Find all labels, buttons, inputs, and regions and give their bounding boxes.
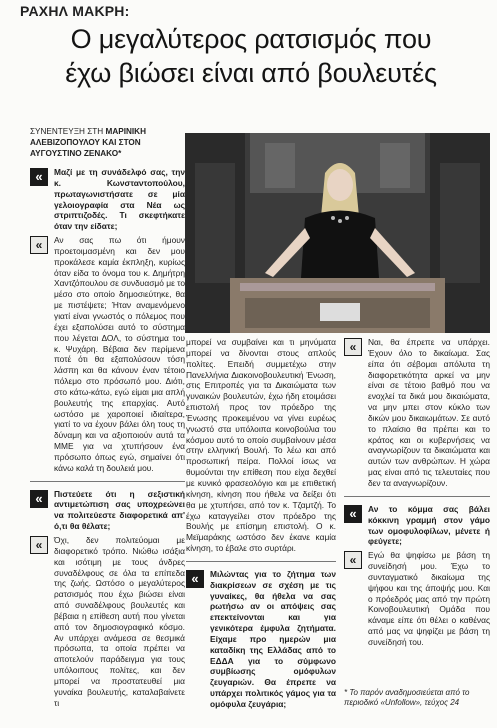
answer-4-text: Εγώ θα ψηφίσω με βάση τη συνείδησή μου. Έχω το συνταγματικό δικαίωμα της ψήφου και της άποψής μου. Και ο πρόεδρός μας από την πρώτη Κοινοβουλευτική Ομάδα που κάναμε είπε ότι θέλει ο καθένας από μας να ψηφίζει με βάση τη συνείδησή του. xyxy=(368,550,490,647)
byline-prefix: ΣΥΝΕΝΤΕΥΞΗ ΣΤΗ xyxy=(30,127,104,136)
answer-2 xyxy=(30,535,185,709)
answer-2-continued: μπορεί να συμβαίνει και τι μηνύματα μπορεί να δίνονται στους απλούς πολίτες. Επειδή συμμετέχω στην Πανελλήνια Διακοινοβουλευτική Ένωση, στις Επιτροπές για τα Δικαιώματα των γυναικών βουλευτών, έχω ήδη ετοιμάσει επιστολή προς τον πρόεδρο της Ένωσης προκειμένου να γίνει ευρέως γνωστό στα υπόλοιπα κοινοβούλια του κόσμου αυτό το οποίο συμβαίνουν μέσα στην ελληνική Βουλή. Το λέω και από προσωπική πείρα. Πολλοί ίσως να θυμούνται την επίθεση που είχα δεχθεί με κυνικό φρασεολόγιο και με επιθετική κίνηση, κίνηση που ήθελε να δείξει ότι θα με χτυπήσει, από τον κ. Τζαμτζή. Το έχω καταγγείλει στον πρόεδρο της Βουλής με επίσημη επιστολή. Ο κ. Μεϊμαράκης ωστόσο δεν έκανε καμία κίνηση, το έβαλε στο συρτάρι. xyxy=(186,337,336,554)
headline-line-1: Ο μεγαλύτερος ρατσισμός που xyxy=(70,24,432,54)
column-1 xyxy=(30,167,185,709)
quote-mark-icon: « xyxy=(30,490,48,508)
question-1-text: Μαζί με τη συνάδελφό σας, την κ. Κωνσταντοπούλου, πρωταγωνιστήσατε σε μία γελοιογραφία στα Νέα ως στριπτιζοδές. Τι σκεφτήκατε όταν την είδατε; xyxy=(54,167,185,232)
question-3 xyxy=(186,569,336,710)
answer-mark-icon: « xyxy=(344,551,362,569)
answer-4 xyxy=(344,550,490,648)
quote-mark-icon: « xyxy=(344,505,362,523)
question-1 xyxy=(30,167,185,232)
headline-line-2: έχω βιώσει είναι από βουλευτές xyxy=(65,58,437,88)
question-2 xyxy=(30,489,185,532)
divider xyxy=(30,481,185,482)
question-2-text: Πιστεύετε ότι η σεξιστική αντιμετώπιση σας υποχρεώνει να πολιτεύεστε διαφορετικά απ' ό,τι θα θέλατε; xyxy=(54,488,185,532)
answer-mark-icon: « xyxy=(344,338,362,356)
question-3-text: Μιλώντας για το ζήτημα των διακρίσεων σε σχέση με τις γυναίκες, θα ήθελα να σας ρωτήσω αν οι απόψεις σας επεκτείνονται και για γενικότερα έμφυλα ζητήματα. Είχαμε προ ημερών μια καταδίκη της Ελλάδας από το ΕΔΔΑ για το σύμφωνο συμβίωσης ομόφυλων ζευγαριών. Θα έπρεπε να υπάρχει πολιτικός γάμος για τα ομόφυλα ζευγάρια; xyxy=(210,568,336,709)
byline-line-2: ΑΛΕΒΙΖΟΠΟΥΛΟΥ ΚΑΙ ΣΤΟΝ xyxy=(30,138,141,147)
divider xyxy=(344,496,490,497)
parliament-photo xyxy=(185,133,490,333)
headline xyxy=(16,22,486,90)
quote-mark-icon: « xyxy=(30,168,48,186)
answer-3 xyxy=(344,337,490,489)
photo-illustration xyxy=(185,133,490,333)
byline xyxy=(30,126,186,159)
byline-line-1 xyxy=(30,126,186,137)
answer-mark-icon: « xyxy=(30,536,48,554)
answer-3-text: Ναι, θα έπρεπε να υπάρχει. Έχουν όλο το δικαίωμα. Σας είπα ότι σέβομαι απόλυτα τη διαφορετικότητα αρκεί να μην είναι σε τέτοιο βαθμό που να ενοχλεί τα δικά μου δικαιώματα, να μην μπει στον κύκλο των δικών μου δικαιωμάτων. Σε αυτό το πλαίσιο θα πρέπει και το κράτος και οι κυβερνήσεις να αναγνωρίζουν τα δικαιώματα και αυτών των ανθρώπων. Η χώρα μας είναι από τις τελευταίες που δεν τα αναγνωρίζουν. xyxy=(368,337,490,488)
quote-mark-icon: « xyxy=(186,570,204,588)
divider xyxy=(186,561,336,562)
byline-line-3: ΑΥΓΟΥΣΤΙΝΟ ΖΕΝΑΚΟ* xyxy=(30,149,122,158)
interviewee-name: ΡΑΧΗΛ ΜΑΚΡΗ: xyxy=(20,3,130,19)
byline-name-1: ΜΑΡΙΝΙΚΗ xyxy=(105,127,146,136)
column-3 xyxy=(344,337,490,648)
answer-2-text: Όχι, δεν πολιτεύομαι με διαφορετικό τρόπο. Νιώθω ισάξια και ισότιμη με τους άνδρες συναδέλφους σε όλα τα επίπεδα της ζωής. Ωστόσο ο μεγαλύτερος ρατσισμός που έχω βιώσει είναι από συναδέλφους βουλευτές και βέβαια η επίθεση αυτή που γίνεται από τον δημοσιογραφικό κόσμο. Αν υπάρχει ανάμεσα σε θεσμικά πρόσωπα, τα οποία πρέπει να αποτελούν παράδειγμα για τους υπόλοιπους πολίτες, και δεν μπορεί να προστατευθεί μια γυναίκα βουλευτής, καταλαβαίνετε τι xyxy=(54,535,185,708)
question-4-text: Αν το κόμμα σας βάλει κόκκινη γραμμή στον γάμο των ομοφυλοφίλων, μένετε ή φεύγετε; xyxy=(368,503,490,547)
answer-1-text: Αν σας πω ότι ήμουν προετοιμασμένη και δεν μου προκάλεσε καμία έκπληξη, κυρίως όταν είδα το όνομα του κ. Δημήτρη Χαντζόπουλου σε συνδυασμό με το μέσο στο οποίο δημοσιεύτηκε, θα με πιστέψετε; Ήταν αναμενόμενο γιατί είναι γνωστός ο πόλεμος που έχει εξαπολύσει αυτό το σύστημα που λέγεται ΔΟΛ, το σύστημα του κ. Ψυχάρη. Βέβαια δεν περίμενα ποτέ ότι θα εξαπολύσουν τόση λάσπη και θα κάνουν έναν τέτοιο πόλεμο στο πρόσωπό μου. Διότι, στο κάτω-κάτω, εγώ είμαι μια απλή βουλευτής της επαρχίας. Αυτό ωστόσο με χαροποιεί ιδιαίτερα, γιατί το να έχουν βάλει όλη τους τη δύναμη και να αξιοποιούν αυτά τα ΜΜΕ για να χτυπήσουν ένα πρόσωπο όπως εγώ, σημαίνει ότι κάνω καλά τη δουλειά μου. xyxy=(54,235,185,473)
answer-mark-icon: « xyxy=(30,236,48,254)
column-2 xyxy=(186,337,336,713)
footnote: * Το παρόν αναδημοσιεύεται από το περιοδικό «Unfollow», τεύχος 24 xyxy=(344,688,470,707)
answer-1 xyxy=(30,235,185,474)
question-4 xyxy=(344,504,490,547)
